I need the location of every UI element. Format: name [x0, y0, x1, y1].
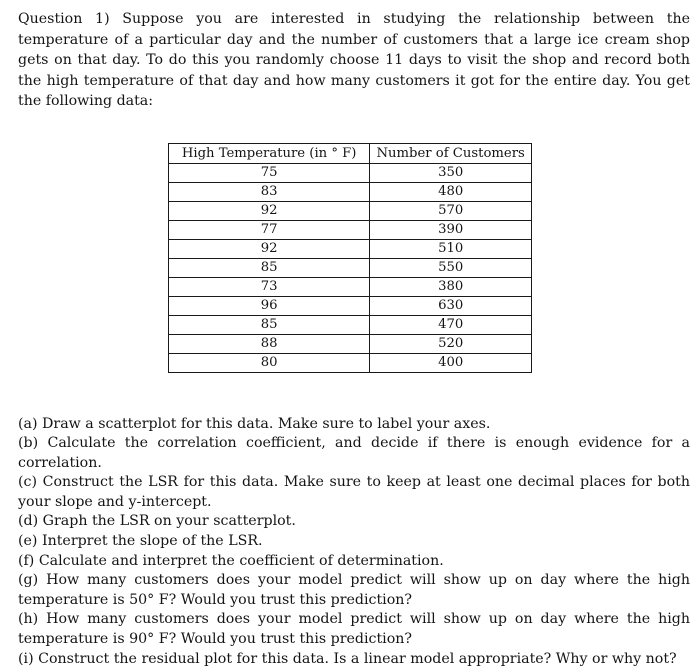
temperature-cell: 80 [169, 353, 370, 372]
temperature-cell: 77 [169, 220, 370, 239]
question-intro: Question 1) Suppose you are interested in studying the relationship between the temperature of a particular day and the number of customers that a large ice cream shop gets on that day. To do this you randomly choose 11 days to visit the shop and record both the high temperature of that day and how many customers it got for the entire day. You get the following data: [18, 9, 690, 112]
customers-cell: 570 [370, 201, 532, 220]
table-row [169, 220, 532, 239]
temperature-cell: 75 [169, 163, 370, 182]
customers-cell: 380 [370, 277, 532, 296]
question-parts [18, 415, 690, 669]
question-part-g: (g) How many customers does your model predict will show up on day where the high temperature is 50° F? Would you trust this prediction? [18, 571, 690, 610]
header-high-temperature: High Temperature (in ° F) [169, 143, 370, 163]
data-table [168, 143, 532, 373]
table-row [169, 239, 532, 258]
customers-cell: 480 [370, 182, 532, 201]
question-part-d: (d) Graph the LSR on your scatterplot. [18, 512, 690, 532]
customers-cell: 510 [370, 239, 532, 258]
table-row [169, 182, 532, 201]
temperature-cell: 96 [169, 296, 370, 315]
table-row [169, 163, 532, 182]
table-row [169, 334, 532, 353]
customers-cell: 550 [370, 258, 532, 277]
table-row [169, 353, 532, 372]
temperature-cell: 88 [169, 334, 370, 353]
temperature-cell: 92 [169, 201, 370, 220]
question-part-e: (e) Interpret the slope of the LSR. [18, 532, 690, 552]
data-table-container [168, 143, 532, 373]
table-row [169, 315, 532, 334]
table-row [169, 277, 532, 296]
question-part-h: (h) How many customers does your model predict will show up on day where the high temperature is 90° F? Would you trust this prediction? [18, 610, 690, 649]
question-part-b: (b) Calculate the correlation coefficient, and decide if there is enough evidence for a correlation. [18, 434, 690, 473]
temperature-cell: 85 [169, 258, 370, 277]
customers-cell: 520 [370, 334, 532, 353]
question-part-i: (i) Construct the residual plot for this data. Is a linear model appropriate? Why or why not? [18, 650, 690, 669]
temperature-cell: 85 [169, 315, 370, 334]
question-part-a: (a) Draw a scatterplot for this data. Make sure to label your axes. [18, 415, 690, 435]
temperature-cell: 92 [169, 239, 370, 258]
temperature-cell: 73 [169, 277, 370, 296]
table-row [169, 201, 532, 220]
customers-cell: 390 [370, 220, 532, 239]
temperature-cell: 83 [169, 182, 370, 201]
customers-cell: 400 [370, 353, 532, 372]
customers-cell: 630 [370, 296, 532, 315]
table-body [169, 163, 532, 372]
table-row [169, 258, 532, 277]
table-row [169, 296, 532, 315]
table-header-row [169, 143, 532, 163]
question-part-c: (c) Construct the LSR for this data. Make sure to keep at least one decimal places for both your slope and y-intercept. [18, 473, 690, 512]
customers-cell: 350 [370, 163, 532, 182]
question-part-f: (f) Calculate and interpret the coefficient of determination. [18, 552, 690, 572]
header-number-of-customers: Number of Customers [370, 143, 532, 163]
customers-cell: 470 [370, 315, 532, 334]
